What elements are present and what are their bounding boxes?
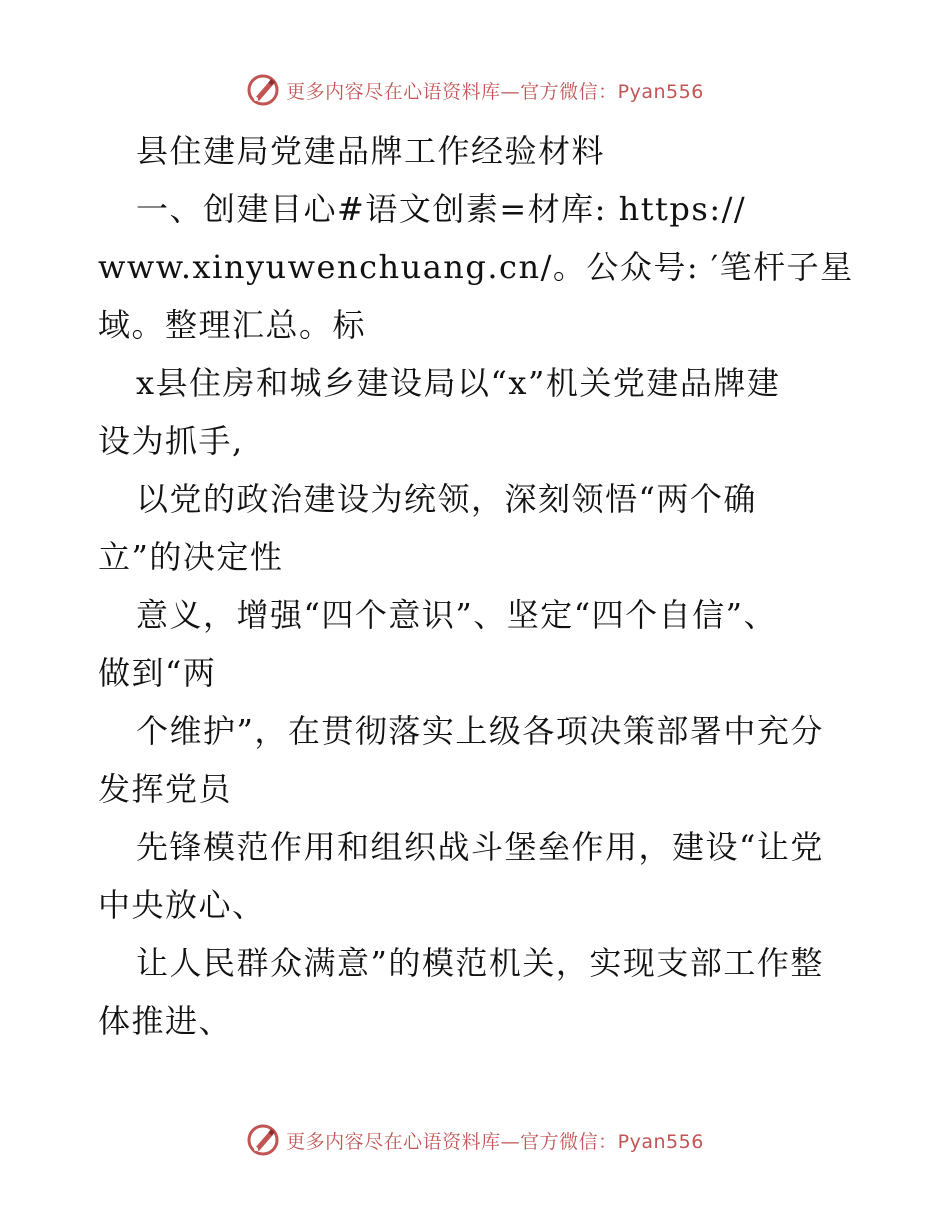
doc-line: 域。整理汇总。标 — [98, 306, 367, 344]
doc-line: www.xinyuwenchuang.cn/。公众号: ′笔杆子星 — [98, 248, 854, 286]
doc-title: 县住建局党建品牌工作经验材料 — [136, 132, 606, 170]
doc-line: 一、创建目心#语文创素=材库: https:// — [136, 190, 747, 228]
doc-line: 以党的政治建设为统领，深刻领悟“两个确 — [136, 480, 757, 518]
doc-line: 做到“两 — [98, 654, 217, 692]
document-body — [98, 122, 898, 1050]
doc-line: 立”的决定性 — [98, 538, 284, 576]
header-watermark — [0, 70, 950, 110]
doc-line: 让人民群众满意”的模范机关，实现支部工作整 — [136, 944, 824, 982]
footer-watermark — [0, 1120, 950, 1160]
watermark-id: Pyan556 — [617, 80, 704, 103]
watermark-id: Pyan556 — [617, 1130, 704, 1153]
doc-line: 设为抓手, — [98, 422, 244, 460]
watermark-text: 更多内容尽在心语资料库—官方微信： — [286, 1130, 618, 1153]
doc-line: 中央放心、 — [98, 886, 266, 924]
doc-line: 意义，增强“四个意识”、坚定“四个自信”、 — [136, 596, 777, 634]
pen-circle-icon — [246, 73, 280, 107]
doc-line: 体推进、 — [98, 1002, 233, 1040]
pen-circle-icon — [246, 1123, 280, 1157]
doc-line: 个维护”，在贯彻落实上级各项决策部署中充分 — [136, 712, 824, 750]
doc-line: x县住房和城乡建设局以“x”机关党建品牌建 — [136, 364, 781, 402]
doc-line: 发挥党员 — [98, 770, 233, 808]
watermark-text: 更多内容尽在心语资料库—官方微信： — [286, 80, 618, 103]
doc-line: 先锋模范作用和组织战斗堡垒作用，建设“让党 — [136, 828, 824, 866]
